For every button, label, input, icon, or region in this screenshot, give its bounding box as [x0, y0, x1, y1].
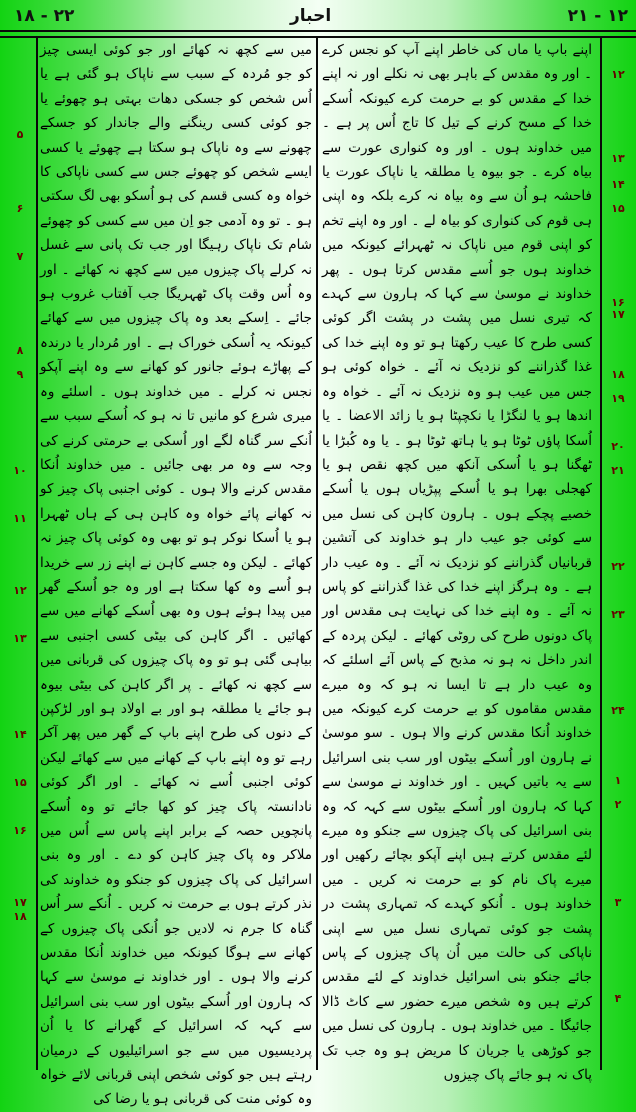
verse-number: ۸: [16, 344, 24, 357]
right-text-column: [322, 38, 592, 1084]
left-verse-numbers: [6, 38, 34, 1068]
verse-number: ۲۱: [611, 464, 625, 477]
verse-number: ۲۴: [611, 704, 625, 717]
verse-number: ۷: [16, 250, 24, 263]
book-title: احبار: [290, 6, 332, 26]
verse-number: ۱۳: [13, 632, 27, 645]
verse-number: ۱۰: [13, 464, 27, 477]
verse-number: ۱۷: [611, 308, 625, 321]
verse-number: ۱۶: [13, 824, 27, 837]
verse-number: ۲۳: [611, 608, 625, 621]
verse-number: ۶: [16, 202, 24, 215]
verse-number: ۱۳: [611, 152, 625, 165]
left-text-column: [40, 38, 312, 1108]
verse-number: ۱۴: [611, 178, 625, 191]
verse-number: ۱۴: [13, 728, 27, 741]
verse-number: ۱۶: [611, 296, 625, 309]
verse-number: ۱۸: [13, 910, 27, 923]
verse-number: ۱۸: [611, 368, 625, 381]
page-header: [0, 0, 636, 32]
verse-number: ۲۰: [611, 440, 625, 453]
verse-number: ۹: [16, 368, 24, 381]
verse-number: ۵: [16, 128, 24, 141]
verse-number: ۱۲: [611, 68, 625, 81]
header-rule-top: [0, 30, 636, 32]
verse-number: ۲: [614, 798, 622, 811]
right-verse-numbers: [604, 38, 632, 1068]
verse-number: ۱۹: [611, 392, 625, 405]
left-gutter-divider: [36, 36, 38, 1070]
right-column-text: اپنے باپ یا ماں کی خاطر اپنے آپ کو نجس کرے ۔ اور وہ مقدس کے باہر بھی نہ نکلے اور نہ اپنے خدا کے مقدس کو بے حرمت کرے کیونکہ اُسکے خدا کے مسح کرنے کے تیل کا تاج اُس پر ہے ۔ میں خداوند ہوں ۔ اور وہ کنواری عورت سے بیاہ کرے ۔ جو بیوہ یا مطلقہ یا ناپاک عورت یا فاحشہ ہو اُن سے وہ بیاہ نہ کرے بلکہ وہ اپنی ہی قوم کی کنواری کو بیاہ لے ۔ اور وہ اپنے تخم کو اپنی قوم میں ناپاک نہ ٹھہرائے کیونکہ میں خداوند ہوں جو اُسے مقدس کرتا ہوں ۔ پھر خداوند نے موسیٰ سے کہا کہ ہارون سے کہدے کہ تیری نسل میں پشت در پشت اگر کوئی کسی طرح کا عیب رکھتا ہو تو وہ اپنے خدا کی غذا گذراننے کو نزدیک نہ آئے ۔ خواہ کوئی ہو جس میں عیب ہو وہ نزدیک نہ آئے ۔ خواہ وہ اندھا ہو یا لنگڑا یا نکچپٹا ہو یا زائد الاعضا ۔ یا اُسکا پاؤں ٹوٹا ہو یا ہاتھ ٹوٹا ہو ۔ یا وہ کُبڑا یا ٹھگنا ہو یا اُسکی آنکھ میں کچھ نقص ہو یا کھجلی بھرا ہو یا اُسکے پپڑیاں ہوں یا اُسکے خصیے پچکے ہوں ۔ ہارون کاہن کی نسل میں سے کوئی جو عیب دار ہو خداوند کی آتشین قربانیاں گذراننے کو نزدیک نہ آئے ۔ وہ عیب دار ہے ۔ وہ ہرگز اپنے خدا کی غذا گذراننے کو پاس نہ آئے ۔ وہ اپنے خدا کی نہایت ہی مقدس اور پاک دونوں طرح کی روٹی کھائے ۔ لیکن پردہ کے اندر داخل نہ ہو نہ مذبح کے پاس آئے اسلئے کہ وہ عیب دار ہے تا ایسا نہ ہو کہ وہ میرے مقدس مقاموں کو بے حرمت کرے کیونکہ میں خداوند اُنکا مقدس کرنے والا ہوں ۔ سو موسیٰ نے ہارون اور اُسکے بیٹوں اور سب بنی اسرائیل سے یہ باتیں کہیں ۔ اور خداوند نے موسیٰ سے کہا کہ ہارون اور اُسکے بیٹوں سے کہہ کہ وہ بنی اسرائیل کی پاک چیزوں سے جنکو وہ میرے لئے مقدس کرتے ہیں اپنے آپکو بچائے رکھیں اور میرے پاک نام کو بے حرمت نہ کریں ۔ میں خداوند ہوں ۔ اُنکو کہدے کہ تمہاری پشت در پشت جو کوئی تمہاری نسل میں سے اپنی ناپاکی کی حالت میں اُن پاک چیزوں کے پاس جائے جنکو بنی اسرائیل خداوند کے لئے مقدس کرتے ہیں وہ شخص میرے حضور سے کاٹ ڈالا جائیگا ۔ میں خداوند ہوں ۔ ہارون کی نسل میں جو کوڑھی یا جریان کا مریض ہو وہ جب تک پاک نہ ہو جائے پاک چیزوں: [322, 42, 592, 1084]
verse-number: ۱۷: [13, 896, 27, 909]
verse-number: ۱: [614, 774, 622, 787]
verse-number: ۱۲: [13, 584, 27, 597]
verse-number: ۳: [614, 896, 622, 909]
verse-number: ۱۱: [13, 512, 27, 525]
verse-number: ۱۵: [611, 202, 625, 215]
verse-number: ۲۲: [611, 560, 625, 573]
verse-number: ۱۵: [13, 776, 27, 789]
left-column-text: میں سے کچھ نہ کھائے اور جو کوئی ایسی چیز کو جو مُردہ کے سبب سے ناپاک ہو گئی ہے یا اُس شخص کو جسکی دھات بہتی ہو چھوئے یا جو کوئی کسی رینگنے والے جاندار کو جسکے چھونے سے وہ ناپاک ہو سکتا ہے چھوئے یا کسی ایسے شخص کو چھوئے جس سے کسی ناپاکی کا خواہ وہ کسی قسم کی ہو اُسکو بھی لگ سکتی ہو ۔ تو وہ آدمی جو اِن میں سے کسی کو چھوئے شام تک ناپاک رہیگا اور جب تک پانی سے غسل نہ کرلے پاک چیزوں میں سے کچھ نہ کھائے ۔ اور وہ اُس وقت پاک ٹھہریگا جب آفتاب غروب ہو جائے ۔ اِسکے بعد وہ پاک چیزوں میں سے کھائے کیونکہ یہ اُسکی خوراک ہے ۔ اور مُردار یا درندہ کے پھاڑے ہوئے جانور کو کھانے سے وہ اپنے آپکو نجس نہ کرلے ۔ میں خداوند ہوں ۔ اسلئے وہ میری شرع کو مانیں تا نہ ہو کہ اُسکے سبب سے اُنکے سر گناہ لگے اور اُسکی بے حرمتی کرنے کی وجہ سے وہ مر بھی جائیں ۔ میں خداوند اُنکا مقدس کرنے والا ہوں ۔ کوئی اجنبی پاک چیز کو نہ کھانے پائے خواہ وہ کاہن ہی کے ہاں ٹھہرا ہو یا اُسکا نوکر ہو تو بھی وہ کوئی پاک چیز نہ کھائے ۔ لیکن وہ جسے کاہن نے اپنے زر سے خریدا ہو اُسے وہ کھا سکتا ہے اور وہ جو اُسکے گھر میں پیدا ہوئے ہوں وہ بھی اُسکے کھانے میں سے کھائیں ۔ اگر کاہن کی بیٹی کسی اجنبی سے بیاہی گئی ہو تو وہ پاک چیزوں کی قربانی میں سے کچھ نہ کھائے ۔ پر اگر کاہن کی بیٹی بیوہ ہو جائے یا مطلقہ ہو اور بے اولاد ہو اور لڑکپن کے دنوں کی طرح اپنے باپ کے گھر میں پھر آکر رہے تو وہ اپنے باپ کے کھانے میں سے کھائے لیکن کوئی اجنبی اُسے نہ کھائے ۔ اور اگر کوئی نادانستہ پاک چیز کو کھا جائے تو وہ اُسکے پانچویں حصہ کے برابر اپنے پاس سے اُس میں ملاکر وہ پاک چیز کاہن کو دے ۔ اور وہ بنی اسرائیل کی پاک چیزوں کو جنکو وہ خداوند کی نذر کرتے ہوں بے حرمت نہ کریں ۔ اُنکے سر اُس گناہ کا جرم نہ لادیں جو اُنکی پاک چیزوں کے کھانے سے ہوگا کیونکہ میں خداوند اُنکا مقدس کرنے والا ہوں ۔ اور خداوند نے موسیٰ سے کہا کہ ہارون اور اُسکے بیٹوں اور سب بنی اسرائیل سے کہہ کہ اسرائیل کے گھرانے کا یا اُن پردیسیوں میں سے جو اسرائیلیوں کے درمیان رہتے ہیں جو کوئی شخص اپنی قربانی لائے خواہ وہ کوئی منت کی قربانی ہو یا رضا کی: [40, 42, 312, 1108]
chapter-range-right: ۲۱ - ۱۲: [567, 6, 628, 26]
verse-number: ۴: [614, 992, 622, 1005]
right-gutter-divider: [600, 36, 602, 1070]
column-divider: [316, 36, 318, 1070]
chapter-range-left: ۱۸ - ۲۲: [14, 6, 75, 26]
